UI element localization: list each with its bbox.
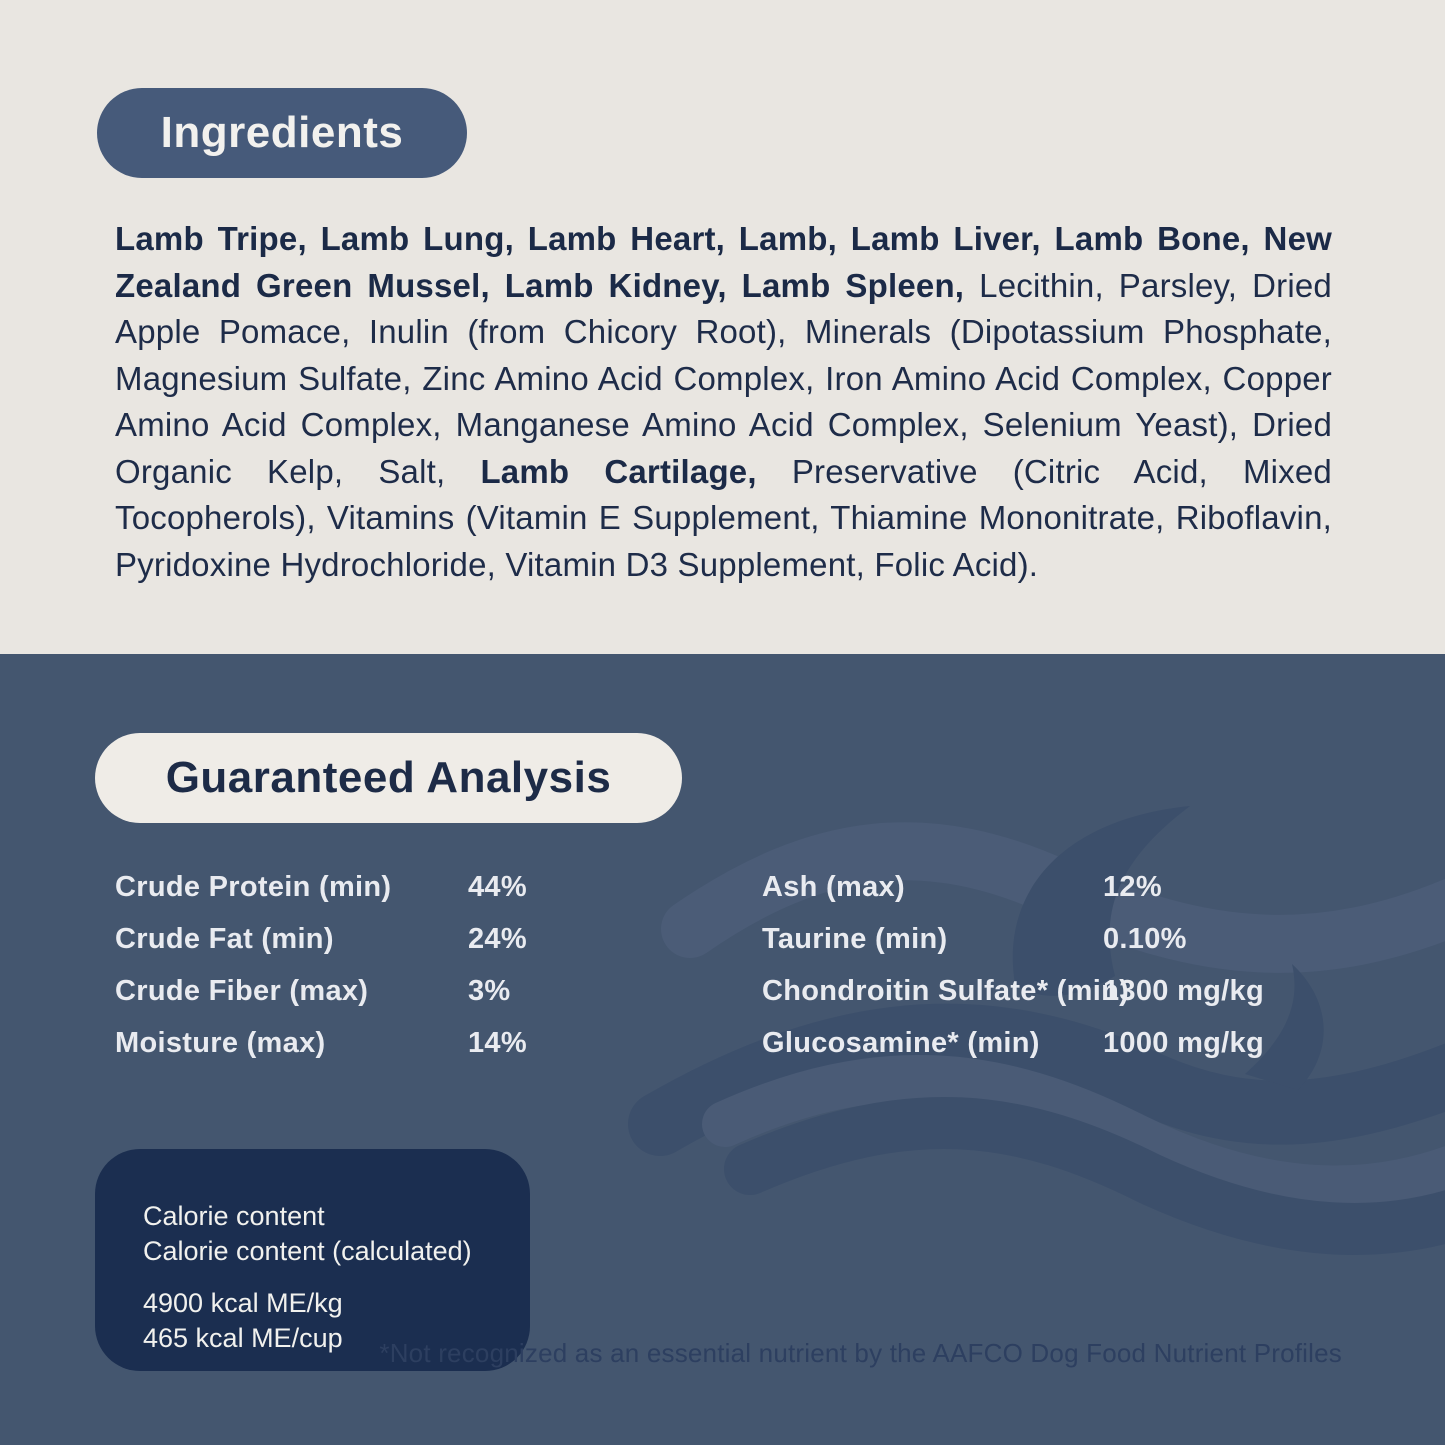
analysis-value: 1000 mg/kg (1103, 1026, 1264, 1059)
analysis-label: Glucosamine* (min) (762, 1026, 1040, 1059)
analysis-label: Crude Fat (min) (115, 922, 334, 955)
ingredients-section (0, 0, 1445, 654)
analysis-value: 3% (468, 974, 511, 1007)
ingredients-bold-mid: Lamb Cartilage, (480, 452, 757, 490)
calorie-value-line: 4900 kcal ME/kg (143, 1288, 343, 1318)
analysis-label: Crude Protein (min) (115, 870, 392, 903)
analysis-left-values (468, 861, 527, 1069)
analysis-label: Crude Fiber (max) (115, 974, 369, 1007)
analysis-value: 1300 mg/kg (1103, 974, 1264, 1007)
analysis-value: 44% (468, 870, 527, 903)
analysis-left-labels (115, 861, 391, 1069)
analysis-right-labels (762, 861, 1129, 1069)
calorie-heading-line: Calorie content (calculated) (143, 1236, 472, 1266)
aafco-footnote: *Not recognized as an essential nutrient by the AAFCO Dog Food Nutrient Profiles (379, 1338, 1342, 1368)
analysis-value: 24% (468, 922, 527, 955)
ingredients-regular-2: Preservative (Citric Acid, Mixed Tocopherols), Vitamins (Vitamin E Supplement, Thiamine Mononitrate, Riboflavin, Pyridoxine Hydrochloride, Vitamin D3 Supplement, Folic Acid). (115, 452, 1332, 583)
ingredients-paragraph (115, 216, 1332, 588)
guaranteed-analysis-title-pill (95, 733, 682, 823)
ingredients-title: Ingredients (160, 108, 404, 157)
guaranteed-analysis-title: Guaranteed Analysis (165, 753, 612, 802)
analysis-value: 14% (468, 1026, 527, 1059)
analysis-label: Chondroitin Sulfate* (min) (762, 974, 1130, 1007)
analysis-value: 0.10% (1103, 922, 1187, 955)
ingredients-regular-1: Lecithin, Parsley, Dried Apple Pomace, Inulin (from Chicory Root), Minerals (Dipotassium Phosphate, Magnesium Sulfate, Zinc Amino Acid Complex, Iron Amino Acid Complex, Copper Amino Acid Complex, Manganese Amino Acid Complex, Selenium Yeast), Dried Organic Kelp, Salt, (115, 266, 1332, 490)
analysis-value: 12% (1103, 870, 1162, 903)
ingredients-bold-lead: Lamb Tripe, Lamb Lung, Lamb Heart, Lamb, Lamb Liver, Lamb Bone, New Zealand Green Mussel, Lamb Kidney, Lamb Spleen, (115, 220, 1332, 304)
guaranteed-analysis-section (0, 654, 1445, 1445)
calorie-value-line: 465 kcal ME/cup (143, 1323, 343, 1353)
calorie-heading-line: Calorie content (143, 1201, 325, 1231)
analysis-right-values (1103, 861, 1264, 1069)
analysis-label: Ash (max) (762, 870, 905, 903)
analysis-label: Taurine (min) (762, 922, 948, 955)
calorie-headings (143, 1199, 490, 1269)
ingredients-title-pill (97, 88, 467, 178)
analysis-label: Moisture (max) (115, 1026, 326, 1059)
